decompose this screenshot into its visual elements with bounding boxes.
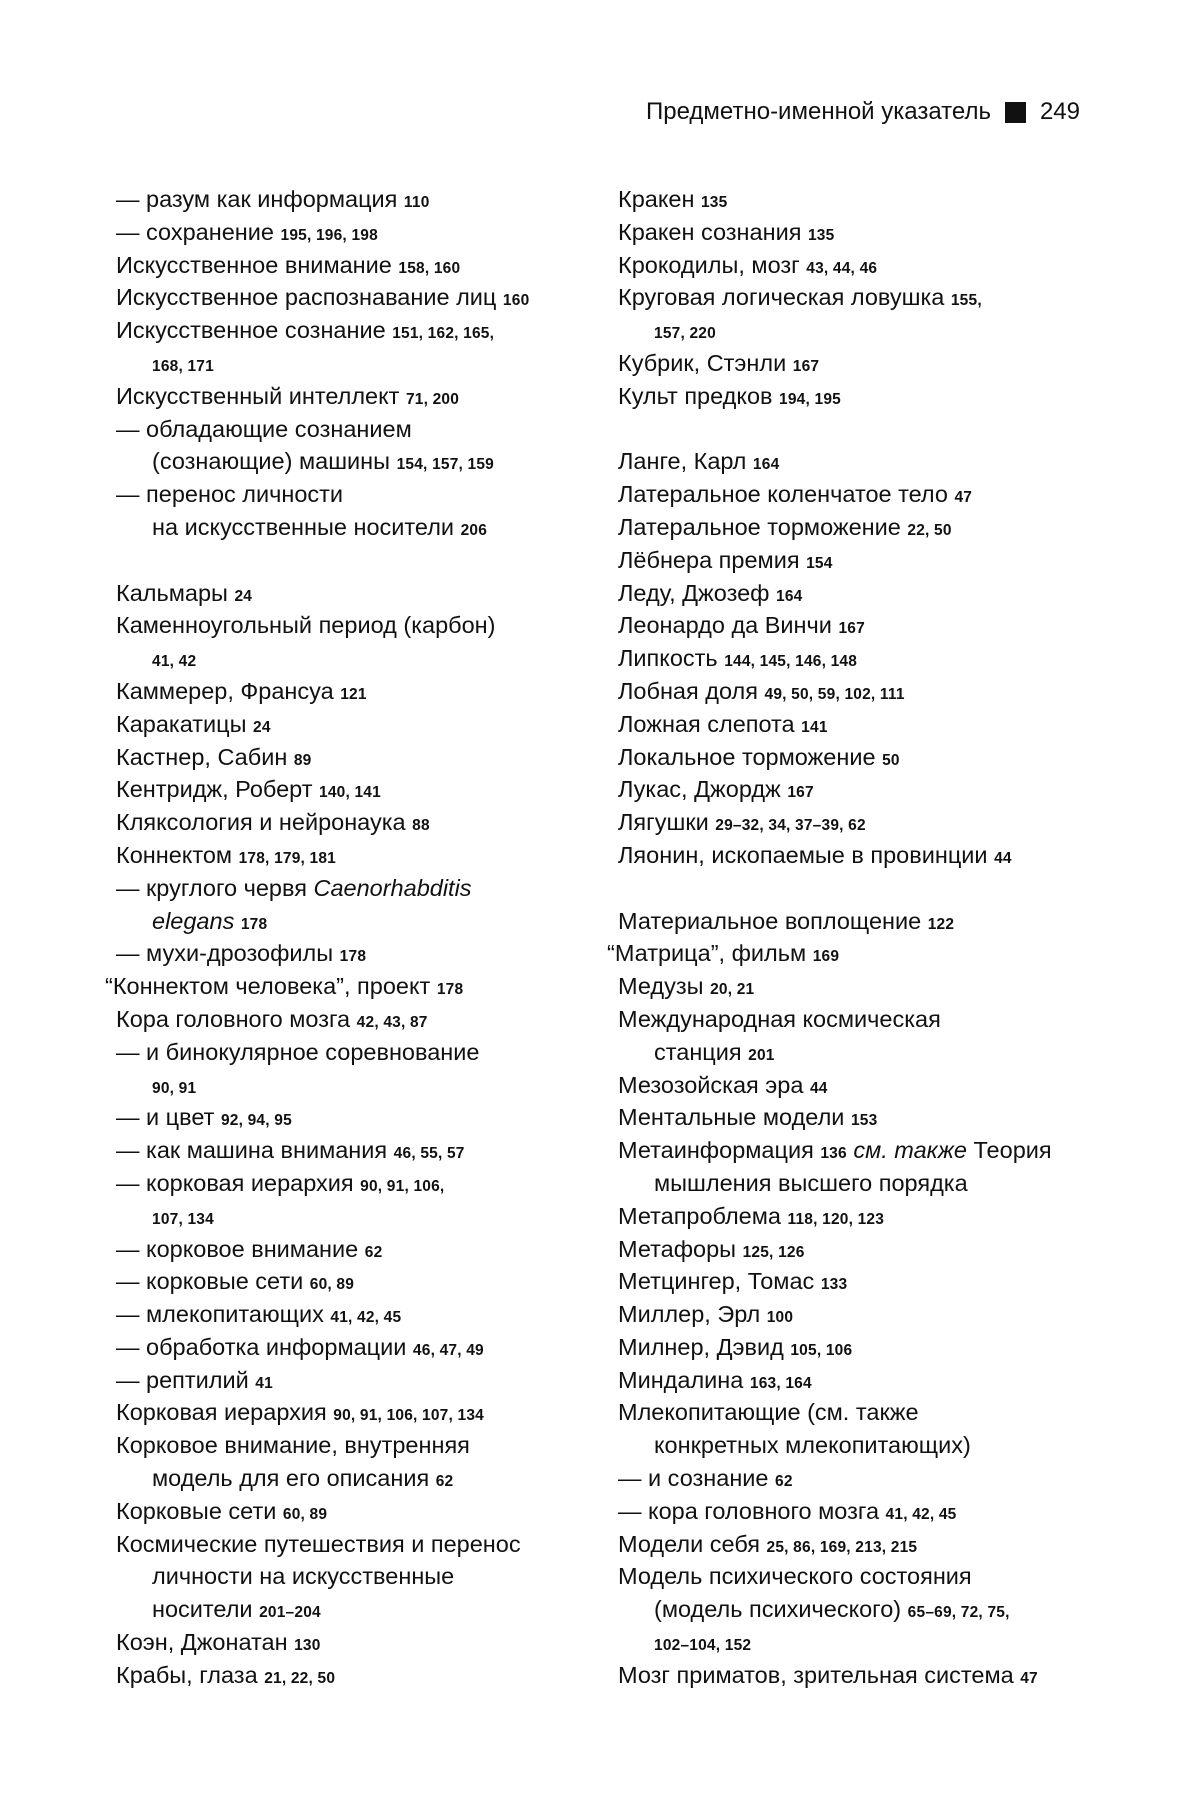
entry-text: Ляонин, ископаемые в провинции xyxy=(618,841,995,868)
entry-text: Мезозойская эра xyxy=(618,1071,810,1098)
entry-page-refs: 157, 220 xyxy=(654,325,716,343)
entry-page-refs: 41 xyxy=(255,1374,273,1392)
entry-text: личности на искусственные xyxy=(152,1563,455,1590)
entry-text: Локальное торможение xyxy=(618,743,883,770)
entry-page-refs: 25, 86, 169, 213, 215 xyxy=(766,1538,918,1556)
header-title: Предметно-именной указатель xyxy=(646,98,991,125)
index-entry xyxy=(618,1167,1088,1200)
entry-page-refs: 178 xyxy=(436,981,464,999)
entry-text: Латеральное коленчатое тело xyxy=(618,481,955,508)
entry-text: Метцингер, Томас xyxy=(618,1268,821,1295)
index-column-right xyxy=(607,183,1088,1692)
index-entry xyxy=(618,1233,1088,1266)
index-entry xyxy=(116,1200,606,1233)
index-entry xyxy=(116,511,606,544)
index-entry xyxy=(618,511,1088,544)
entry-text: Метапроблема xyxy=(618,1202,788,1229)
entry-page-refs: 140, 141 xyxy=(319,784,381,802)
entry-tail-text: Теория xyxy=(966,1137,1052,1164)
index-entry xyxy=(618,642,1088,675)
index-entry xyxy=(116,183,606,216)
index-entry xyxy=(618,1626,1088,1659)
index-entry xyxy=(116,741,606,774)
entry-page-refs: 160 xyxy=(502,292,530,310)
entry-page-refs: 151, 162, 165, xyxy=(392,325,495,343)
entry-text: Лягушки xyxy=(618,809,716,836)
entry-text: Ланге, Карл xyxy=(618,448,753,475)
entry-text: Милнер, Дэвид xyxy=(618,1333,791,1360)
index-entry xyxy=(618,741,1088,774)
index-entry xyxy=(607,937,1088,970)
entry-page-refs: 62 xyxy=(364,1243,383,1261)
page-number: 249 xyxy=(1039,98,1080,125)
entry-text: Метафоры xyxy=(618,1235,743,1262)
entry-text: Корковые сети xyxy=(116,1497,283,1524)
index-entry xyxy=(116,708,606,741)
index-entry xyxy=(116,1134,606,1167)
entry-page-refs: 118, 120, 123 xyxy=(787,1210,885,1228)
entry-page-refs: 46, 47, 49 xyxy=(412,1341,484,1359)
index-entry xyxy=(116,1593,606,1626)
entry-text: Модель психического состояния xyxy=(618,1563,972,1590)
entry-text: Искусственное сознание xyxy=(116,317,393,344)
entry-text: Кляксология и нейронаука xyxy=(116,809,413,836)
entry-text: Кракен xyxy=(618,186,701,212)
index-entry xyxy=(618,1593,1088,1626)
entry-text: — млекопитающих xyxy=(116,1301,331,1328)
entry-text: станция xyxy=(654,1038,749,1065)
index-entry xyxy=(116,1265,606,1298)
entry-text: Кентридж, Роберт xyxy=(116,776,320,803)
entry-page-refs: 60, 89 xyxy=(282,1505,328,1523)
index-entry xyxy=(116,1495,606,1528)
entry-see-also: см. также xyxy=(846,1137,967,1164)
index-entry xyxy=(116,478,606,511)
entry-page-refs: 121 xyxy=(340,685,367,703)
entry-page-refs: 90, 91, 106, xyxy=(360,1177,445,1195)
index-entry xyxy=(116,347,606,380)
entry-page-refs: 201–204 xyxy=(259,1604,321,1622)
entry-page-refs: 44 xyxy=(994,849,1012,867)
entry-page-refs: 62 xyxy=(775,1473,793,1491)
entry-text: Искусственное внимание xyxy=(116,251,399,278)
entry-page-refs: 20, 21 xyxy=(710,981,755,999)
entry-text: конкретных млекопитающих) xyxy=(654,1432,971,1459)
index-entry xyxy=(116,1003,606,1036)
entry-page-refs: 194, 195 xyxy=(779,390,841,408)
entry-page-refs: 178 xyxy=(339,948,367,966)
entry-text: Коэн, Джонатан xyxy=(116,1629,295,1656)
index-entry xyxy=(105,970,606,1003)
entry-italic-text: Caenorhabditis xyxy=(313,874,472,901)
entry-text: Лобная доля xyxy=(618,677,765,704)
entry-page-refs: 89 xyxy=(293,751,312,769)
index-entry xyxy=(618,478,1088,511)
entry-page-refs: 110 xyxy=(403,194,430,211)
index-entry xyxy=(618,1036,1088,1069)
entry-page-refs: 169 xyxy=(812,948,840,966)
entry-page-refs: 47 xyxy=(954,489,973,507)
entry-page-refs: 167 xyxy=(838,620,865,638)
index-entry xyxy=(618,544,1088,577)
entry-text: Метаинформация xyxy=(618,1137,821,1164)
index-entry xyxy=(116,281,606,314)
index-entry xyxy=(618,380,1088,413)
entry-text: — рептилий xyxy=(116,1366,256,1393)
entry-text: — разум как информация xyxy=(116,186,404,212)
entry-page-refs: 105, 106 xyxy=(790,1341,853,1359)
index-entry xyxy=(116,1462,606,1495)
index-entry xyxy=(116,675,606,708)
entry-text: Ментальные модели xyxy=(618,1104,851,1131)
index-entry xyxy=(116,1069,606,1102)
entry-text: Искусственный интеллект xyxy=(116,382,406,409)
entry-text: носители xyxy=(152,1596,260,1623)
entry-text: мышления высшего порядка xyxy=(654,1169,968,1196)
entry-page-refs: 122 xyxy=(927,915,955,933)
entry-text: Медузы xyxy=(618,973,711,1000)
entry-page-refs: 153 xyxy=(850,1112,878,1130)
entry-page-refs: 24 xyxy=(234,587,253,605)
entry-text: — и сознание xyxy=(618,1465,776,1492)
index-entry xyxy=(618,773,1088,806)
entry-page-refs: 167 xyxy=(792,357,820,375)
entry-page-refs: 49, 50, 59, 102, 111 xyxy=(764,685,905,703)
entry-page-refs: 22, 50 xyxy=(907,521,952,539)
entry-text: — перенос личности xyxy=(116,481,344,508)
entry-page-refs: 167 xyxy=(787,784,814,802)
index-entry xyxy=(618,905,1088,938)
entry-text: модель для его описания xyxy=(152,1465,436,1492)
entry-text: Каммерер, Франсуа xyxy=(116,677,341,704)
entry-text: — корковые сети xyxy=(116,1268,310,1295)
entry-text: “Коннектом человека”, проект xyxy=(105,973,437,1000)
entry-page-refs: 41, 42 xyxy=(152,653,197,671)
entry-page-refs: 163, 164 xyxy=(749,1374,812,1392)
entry-page-refs: 102–104, 152 xyxy=(654,1637,752,1655)
entry-text: — и бинокулярное соревнование xyxy=(116,1038,480,1065)
entry-page-refs: 201 xyxy=(748,1046,775,1064)
entry-page-refs: 144, 145, 146, 148 xyxy=(724,653,858,671)
index-entry xyxy=(116,1167,606,1200)
index-entry xyxy=(618,445,1088,478)
index-entry xyxy=(618,1560,1088,1593)
index-entry xyxy=(618,806,1088,839)
index-entry xyxy=(618,347,1088,380)
entry-text: Млекопитающие (см. также xyxy=(618,1399,919,1426)
index-gap xyxy=(116,544,606,577)
entry-text: Корковое внимание, внутренняя xyxy=(116,1432,470,1459)
entry-text: — кора головного мозга xyxy=(618,1497,886,1524)
entry-page-refs: 29–32, 34, 37–39, 62 xyxy=(715,817,866,835)
entry-text: Липкость xyxy=(618,645,725,672)
index-entry xyxy=(116,806,606,839)
index-entry xyxy=(618,839,1088,872)
entry-text: Материальное воплощение xyxy=(618,907,928,934)
index-entry xyxy=(618,1528,1088,1561)
entry-page-refs: 154 xyxy=(806,554,833,572)
entry-page-refs: 158, 160 xyxy=(398,259,461,277)
entry-text: — корковое внимание xyxy=(116,1235,365,1262)
index-entry xyxy=(618,249,1088,282)
entry-text: — и цвет xyxy=(116,1104,221,1131)
entry-page-refs: 60, 89 xyxy=(309,1276,355,1294)
index-entry xyxy=(618,1396,1088,1429)
entry-text: — обработка информации xyxy=(116,1333,413,1360)
index-entry xyxy=(116,314,606,347)
entry-page-refs: 90, 91 xyxy=(152,1079,197,1097)
index-entry xyxy=(618,1069,1088,1102)
entry-text: — мухи-дрозофилы xyxy=(116,940,340,967)
entry-page-refs: 107, 134 xyxy=(152,1210,214,1228)
index-entry xyxy=(618,1462,1088,1495)
entry-page-refs: 164 xyxy=(776,587,803,605)
index-entry xyxy=(116,609,606,642)
index-entry xyxy=(116,642,606,675)
entry-page-refs: 178 xyxy=(240,915,268,933)
entry-page-refs: 141 xyxy=(801,718,828,736)
entry-text: Леду, Джозеф xyxy=(618,579,777,606)
entry-page-refs: 92, 94, 95 xyxy=(220,1112,292,1130)
index-entry xyxy=(116,937,606,970)
header-square-mark xyxy=(1005,102,1026,123)
entry-text: Международная космическая xyxy=(618,1005,941,1032)
index-entry xyxy=(116,577,606,610)
index-entry xyxy=(116,1364,606,1397)
index-entry xyxy=(618,1003,1088,1036)
index-column-left xyxy=(105,183,606,1692)
entry-page-refs: 135 xyxy=(807,226,835,244)
index-entry xyxy=(618,1101,1088,1134)
entry-page-refs: 41, 42, 45 xyxy=(885,1505,957,1523)
entry-text: Миндалина xyxy=(618,1366,750,1393)
entry-text: Каменноугольный период (карбон) xyxy=(116,612,496,639)
entry-text: Модели себя xyxy=(618,1530,767,1557)
index-entry xyxy=(618,1200,1088,1233)
entry-text: Крокодилы, мозг xyxy=(618,251,807,278)
entry-text: Ложная слепота xyxy=(618,710,802,737)
entry-text: Крабы, глаза xyxy=(116,1661,265,1688)
entry-page-refs: 43, 44, 46 xyxy=(806,259,878,277)
entry-text: Латеральное торможение xyxy=(618,513,908,540)
entry-page-refs: 24 xyxy=(253,718,271,736)
entry-page-refs: 168, 171 xyxy=(152,357,214,375)
entry-text: — круглого червя xyxy=(116,874,314,901)
entry-page-refs: 71, 200 xyxy=(405,390,460,408)
entry-text: — как машина внимания xyxy=(116,1137,394,1164)
index-entry xyxy=(618,1331,1088,1364)
index-gap xyxy=(618,413,1088,446)
entry-page-refs: 42, 43, 87 xyxy=(356,1013,428,1031)
index-entry xyxy=(618,216,1088,249)
entry-page-refs: 195, 196, 198 xyxy=(280,226,378,244)
index-entry xyxy=(116,1560,606,1593)
entry-page-refs: 136 xyxy=(820,1145,847,1163)
entry-page-refs: 62 xyxy=(435,1473,454,1491)
entry-page-refs: 130 xyxy=(294,1637,321,1655)
index-entry xyxy=(116,1101,606,1134)
entry-italic-text: elegans xyxy=(152,907,241,934)
entry-text: Кальмары xyxy=(116,579,235,606)
entry-text: Космические путешествия и перенос xyxy=(116,1530,521,1557)
index-entry xyxy=(116,1036,606,1069)
entry-page-refs: 155, xyxy=(950,292,982,310)
index-entry xyxy=(618,183,1088,216)
entry-text: Кубрик, Стэнли xyxy=(618,349,793,376)
index-entry xyxy=(618,970,1088,1003)
entry-text: Лёбнера премия xyxy=(618,546,807,573)
index-entry xyxy=(116,1396,606,1429)
entry-page-refs: 154, 157, 159 xyxy=(396,456,495,474)
entry-text: (модель психического) xyxy=(654,1596,908,1623)
entry-page-refs: 100 xyxy=(766,1309,794,1327)
index-entry xyxy=(116,905,606,938)
entry-page-refs: 88 xyxy=(412,817,430,835)
index-entry xyxy=(618,1659,1088,1692)
entry-text: (сознающие) машины xyxy=(152,448,397,475)
entry-page-refs: 47 xyxy=(1020,1669,1038,1687)
entry-page-refs: 46, 55, 57 xyxy=(393,1145,465,1163)
entry-text: Кракен сознания xyxy=(618,218,808,245)
entry-text: Лукас, Джордж xyxy=(618,776,788,803)
entry-text: Миллер, Эрл xyxy=(618,1301,767,1328)
entry-text: Каракатицы xyxy=(116,710,254,737)
entry-page-refs: 178, 179, 181 xyxy=(238,849,337,867)
index-entry xyxy=(618,1429,1088,1462)
index-entry xyxy=(116,413,606,446)
index-gap xyxy=(618,872,1088,905)
entry-page-refs: 50 xyxy=(882,751,900,769)
index-entry xyxy=(618,314,1088,347)
entry-text: Круговая логическая ловушка xyxy=(618,284,951,311)
index-entry xyxy=(116,1429,606,1462)
entry-text: “Матрица”, фильм xyxy=(607,940,813,967)
index-entry xyxy=(116,1298,606,1331)
index-entry xyxy=(618,1495,1088,1528)
entry-page-refs: 125, 126 xyxy=(742,1243,805,1261)
entry-page-refs: 135 xyxy=(700,194,728,211)
entry-text: Культ предков xyxy=(618,382,780,409)
entry-page-refs: 41, 42, 45 xyxy=(330,1309,402,1327)
index-entry xyxy=(618,1364,1088,1397)
entry-text: на искусственные носители xyxy=(152,513,461,540)
entry-text: Искусственное распознавание лиц xyxy=(116,284,503,311)
index-entry xyxy=(618,1298,1088,1331)
entry-page-refs: 206 xyxy=(460,521,488,539)
index-entry xyxy=(116,216,606,249)
entry-text: Мозг приматов, зрительная система xyxy=(618,1661,1021,1688)
entry-page-refs: 65–69, 72, 75, xyxy=(907,1604,1010,1622)
index-entry xyxy=(618,675,1088,708)
index-entry xyxy=(116,839,606,872)
index-entry xyxy=(116,1331,606,1364)
entry-text: Кора головного мозга xyxy=(116,1005,357,1032)
entry-text: — обладающие сознанием xyxy=(116,415,412,442)
index-entry xyxy=(116,1233,606,1266)
entry-text: Коннектом xyxy=(116,841,239,868)
index-entry xyxy=(116,445,606,478)
index-entry xyxy=(116,1659,606,1692)
index-entry xyxy=(116,249,606,282)
index-entry xyxy=(116,1626,606,1659)
index-entry xyxy=(116,872,606,905)
entry-page-refs: 164 xyxy=(752,456,780,474)
entry-text: — сохранение xyxy=(116,218,281,245)
index-entry xyxy=(116,1528,606,1561)
entry-page-refs: 90, 91, 106, 107, 134 xyxy=(333,1407,484,1425)
index-entry xyxy=(618,577,1088,610)
index-entry xyxy=(116,773,606,806)
index-entry xyxy=(618,708,1088,741)
entry-page-refs: 21, 22, 50 xyxy=(264,1669,336,1687)
entry-text: Кастнер, Сабин xyxy=(116,743,294,770)
entry-page-refs: 44 xyxy=(809,1079,828,1097)
entry-page-refs: 133 xyxy=(820,1276,848,1294)
entry-text: — корковая иерархия xyxy=(116,1169,361,1196)
index-entry xyxy=(618,1265,1088,1298)
entry-text: Леонардо да Винчи xyxy=(618,612,839,639)
index-entry xyxy=(618,1134,1088,1167)
index-entry xyxy=(116,380,606,413)
entry-text: Корковая иерархия xyxy=(116,1399,334,1426)
index-entry xyxy=(618,609,1088,642)
running-header xyxy=(646,98,1080,126)
index-entry xyxy=(618,281,1088,314)
